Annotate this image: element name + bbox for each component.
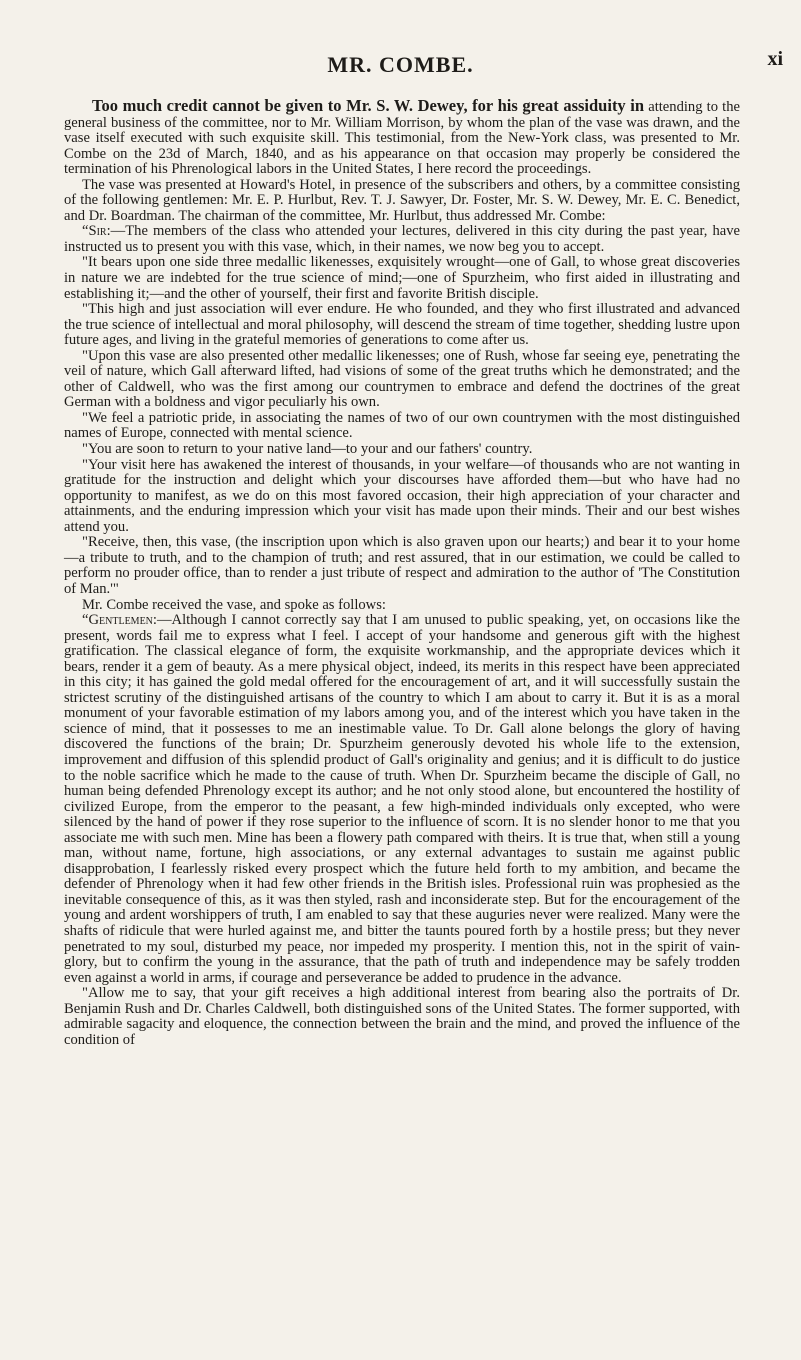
paragraph: "Allow me to say, that your gift receives a high additional interest from bearing also the portraits of Dr. Benjamin Rush and Dr. Charles Caldwell, both distinguished sons of the United States. The former supported, with admirable sagacity and eloquence, the connection between the brain and the mind, and proved the influence of the condition of (64, 985, 740, 1048)
paragraph: "This high and just association will ever endure. He who founded, and they who first illustrated and advanced the true science of intellectual and moral philosophy, will descend the stream of time together, shedding lustre upon future ages, and living in the grateful memories of generations to come after us. (64, 301, 740, 349)
paragraph: "Receive, then, this vase, (the inscription upon which is also graven upon our hearts;) and bear it to your home—a tribute to truth, and to the champion of truth; and rest assured, that in our estimation, we could be called to perform no prouder office, than to render a just tribute of respect and admiration to the author of 'The Constitution of Man.'" (64, 534, 740, 597)
paragraph: "It bears upon one side three medallic likenesses, exquisitely wrought—one of Gall, to whose great discoveries in nature we are indebted for the true science of mind;—one of Spurzheim, who first aided in illustrating and establishing it;—and the other of yourself, their first and favorite British disciple. (64, 254, 740, 302)
paragraph: "Upon this vase are also presented other medallic likenesses; one of Rush, whose far seeing eye, penetrating the veil of nature, which Gall afterward lifted, had visions of some of the great truths which he demonstrated; and the other of Caldwell, who was the first among our countrymen to embrace and defend the doctrines of the great German with a boldness and vigor peculiarly his own. (64, 347, 740, 411)
paragraph: “Gentlemen:—Although I cannot correctly say that I am unused to public speaking, yet, on occasions like the present, words fail me to express what I feel. I accept of your handsome and generous gift with the highest gratification. The classical elegance of form, the exquisite workmanship, and the appropriate devices which it bears, render it a gem of beauty. As a mere physical object, indeed, its merits in this respect have been appreciated in this city; it has gained the gold medal offered for the encouragement of art, and it will successfully sustain the strictest scrutiny of the distinguished artisans of the country to which I am about to carry it. But it is as a moral monument of your favorable estimation of my labors among you, and of the interest which you have taken in the science of mind, that it possesses to me an inestimable value. To Dr. Gall alone belongs the glory of having discovered the functions of the brain; Dr. Spurzheim generously devoted his whole life to the extension, improvement and diffusion of this splendid product of Gall's originality and genius; and it is difficult to do justice to the noble sacrifice which he made to the cause of truth. When Dr. Spurzheim became the disciple of Gall, no human being defended Phrenology except its author; and he not only stood alone, but encountered the hostility of civilized Europe, from the emperor to the peasant, a few high-minded individuals only excepted, who were silenced by the hand of power if they rose superior to the influence of scorn. It is no slender honor to me that you associate me with such men. Mine has been a flowery path compared with theirs. It is true that, when still a young man, without name, fortune, high associations, or any external advantages to sustain me against public disapprobation, I fearlessly risked every prospect which the future held forth to my ambition, and became the defender of Phrenology when it had few other friends in the British isles. Professional ruin was prophesied as the inevitable consequence of this, as it was then styled, rash and inconsiderate step. But for the encouragement of the young and ardent worshippers of truth, I am enabled to say that these auguries never were realized. Many were the shafts of ridicule that were hurled against me, and bitter the taunts poured forth by a hostile press; but they never penetrated to my soul, disturbed my peace, nor impeded my prosperity. I mention this, not in the spirit of vain-glory, but to confirm the young in the assurance, that the path of truth and independence may be safely trodden even against a world in arms, if courage and perseverance be added to prudence in the advance. (64, 612, 740, 986)
paragraph-text: :—Although I cannot correctly say that I am unused to public speaking, yet, on occasions like the present, words fail me to express what I feel. I accept of your handsome and generous gift with the highest gratification. The classical elegance of form, the exquisite workmanship, and the appropriate devices which it bears, render it a gem of beauty. As a mere physical object, indeed, its merits in this respect have been appreciated in this city; it has gained the gold medal offered for the encouragement of art, and it will successfully sustain the strictest scrutiny of the distinguished artisans of the country to which I am about to carry it. But it is as a moral monument of your favorable estimation of my labors among you, and of the interest which you have taken in the science of mind, that it possesses to me an inestimable value. To Dr. Gall alone belongs the glory of having discovered the functions of the brain; Dr. Spurzheim generously devoted his whole life to the extension, improvement and diffusion of this splendid product of Gall's originality and genius; and it is difficult to do justice to the noble sacrifice which he made to the cause of truth. When Dr. Spurzheim became the disciple of Gall, no human being defended Phrenology except its author; and he not only stood alone, but encountered the hostility of civilized Europe, from the emperor to the peasant, a few high-minded individuals only excepted, who were silenced by the hand of power if they rose superior to the influence of scorn. It is no slender honor to me that you associate me with such men. Mine has been a flowery path compared with theirs. It is true that, when still a young man, without name, fortune, high associations, or any external advantages to sustain me against public disapprobation, I fearlessly risked every prospect which the future held forth to my ambition, and became the defender of Phrenology when it had few other friends in the British isles. Professional ruin was prophesied as the inevitable consequence of this, as it was then styled, rash and inconsiderate step. But for the encouragement of the young and ardent worshippers of truth, I am enabled to say that these auguries never were realized. Many were the shafts of ridicule that were hurled against me, and bitter the taunts poured forth by a hostile press; but they never penetrated to my soul, disturbed my peace, nor impeded my prosperity. I mention this, not in the spirit of vain-glory, but to confirm the young in the assurance, that the path of truth and independence may be safely trodden even against a world in arms, if courage and perseverance be added to prudence in the advance. (64, 612, 740, 986)
paragraph-text: :—The members of the class who attended your lectures, delivered in this city during the past year, have instructed us to present you with this vase, which, in their names, we now beg you to accept. (64, 223, 740, 255)
paragraph-text: attending to the general business of the committee, nor to Mr. William Morrison, by whom the plan of the vase was drawn, and the vase itself executed with such exquisite skill. This testimonial, from the New-York class, was presented to Mr. Combe on the 23d of March, 1840, and as his appearance on that occasion may properly be considered the termination of his Phrenological labors in the United States, I here record the proceedings. (64, 99, 740, 178)
paragraph: "We feel a patriotic pride, in associating the names of two of our own countrymen with the most distinguished names of Europe, connected with mental science. (64, 409, 740, 442)
body-text (64, 98, 740, 1048)
running-head: MR. COMBE. (327, 52, 474, 77)
paragraph-intro (64, 98, 740, 178)
page-number: xi (767, 48, 783, 70)
salutation: Gentlemen (88, 612, 153, 629)
salutation: Sir (88, 223, 107, 240)
paragraph: The vase was presented at Howard's Hotel, in presence of the subscribers and others, by a committee consisting of the following gentlemen: Mr. E. P. Hurlbut, Rev. T. J. Sawyer, Dr. Foster, Mr. S. W. Dewey, Mr. E. C. Benedict, and Dr. Boardman. The chairman of the committee, Mr. Hurlbut, thus addressed Mr. Combe: (64, 176, 740, 224)
paragraph: “Sir:—The members of the class who attended your lectures, delivered in this city during the past year, have instructed us to present you with this vase, which, in their names, we now beg you to accept. (64, 223, 740, 255)
paragraph: "Your visit here has awakened the interest of thousands, in your welfare—of thousands who are not wanting in gratitude for the instruction and delight which your discourses have afforded them—but who have had no opportunity to manifest, as we do on this most favored occasion, their high appreciation of your character and attainments, and the enduring impression which your visit has made upon their minds. Their and our best wishes attend you. (64, 456, 740, 535)
paragraph: "You are soon to return to your native land—to your and our fathers' country. (82, 441, 533, 458)
paragraph: Mr. Combe received the vase, and spoke as follows: (82, 596, 386, 613)
page-header (0, 48, 801, 80)
lead-line: Too much credit cannot be given to Mr. S. W. Dewey, for his great assiduity in (92, 96, 645, 115)
